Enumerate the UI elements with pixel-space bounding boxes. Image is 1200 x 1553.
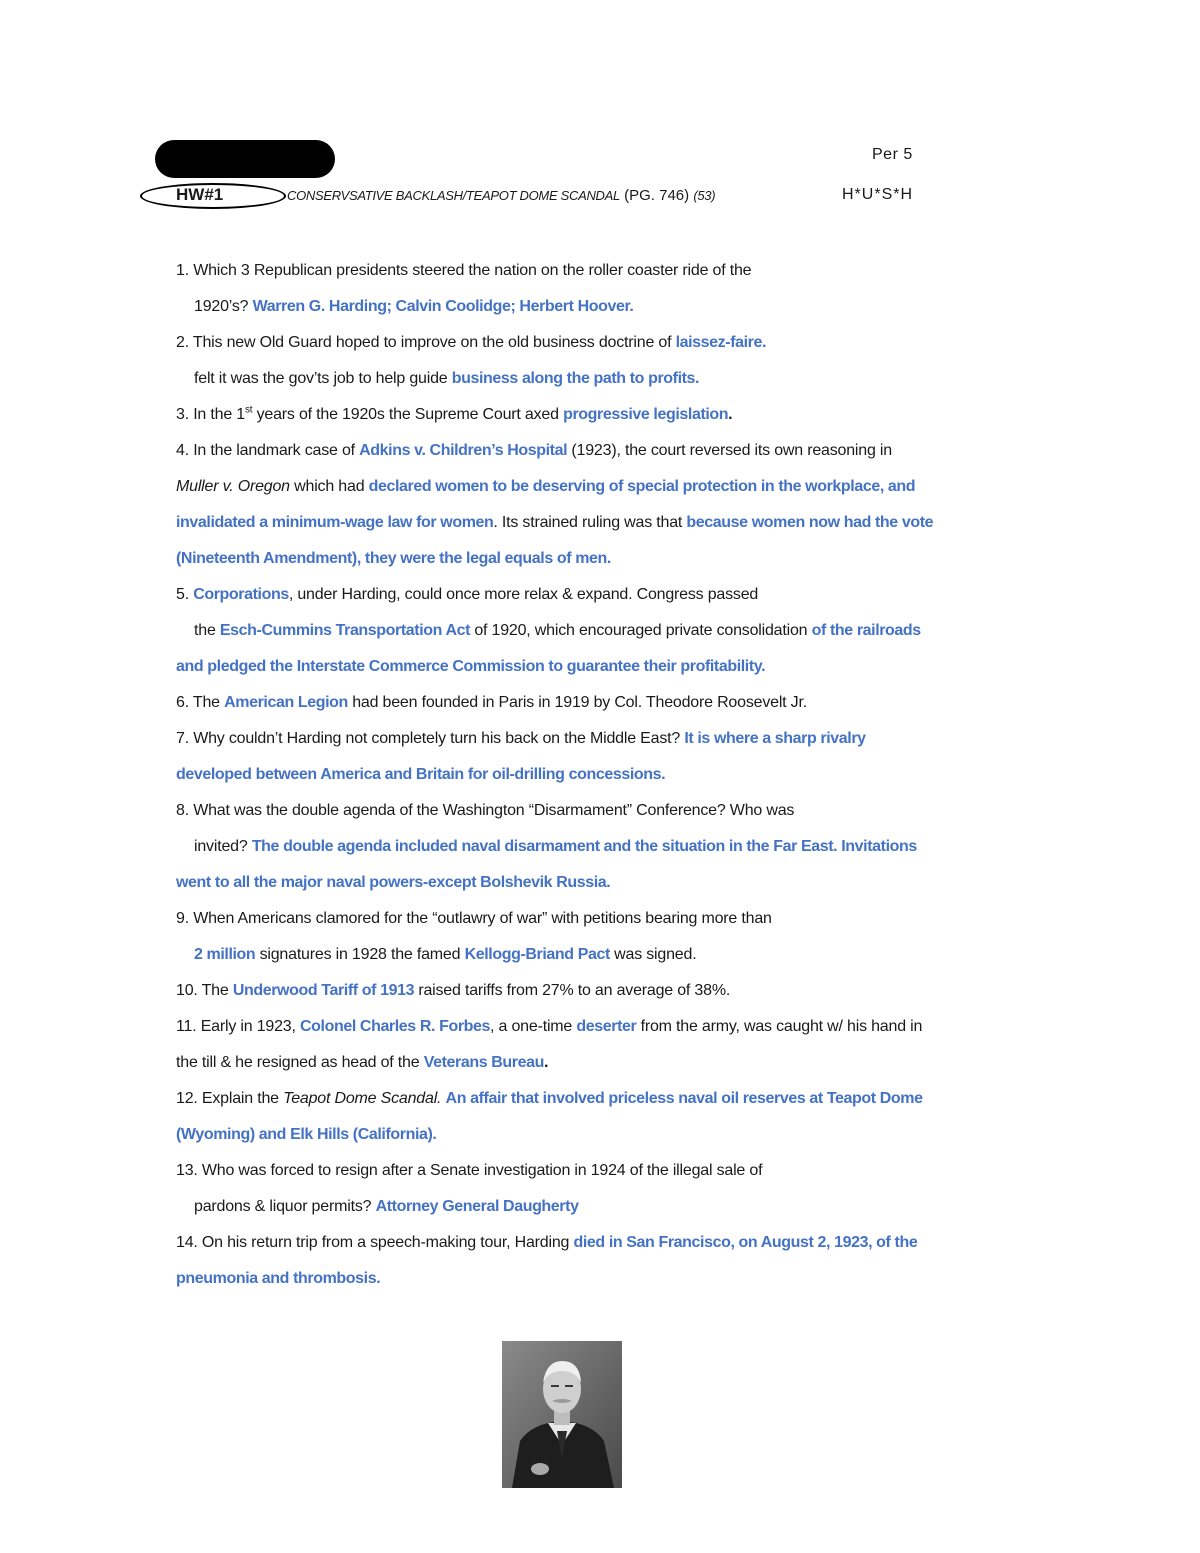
question-1-answer-line <box>194 298 633 316</box>
question-2 <box>176 334 766 352</box>
answer: 2 million <box>194 946 256 963</box>
course-label: H*U*S*H <box>842 186 914 203</box>
question-8 <box>176 802 794 820</box>
answer: developed between America and Britain for oil-drilling concessions. <box>176 766 666 783</box>
question-10 <box>176 982 730 1000</box>
answer: and pledged the Interstate Commerce Commission to guarantee their profitability. <box>176 658 766 675</box>
answer: Warren G. Harding; Calvin Coolidge; Herbert Hoover. <box>252 298 634 315</box>
answer: because women now had the vote <box>686 514 934 531</box>
answer: went to all the major naval powers-except Bolshevik Russia. <box>176 874 611 891</box>
answer: deserter <box>576 1018 637 1035</box>
question-4-line-2 <box>176 478 915 496</box>
redacted-name <box>155 140 335 178</box>
question-text: 14. On his return trip from a speech-making tour, Harding <box>176 1234 570 1251</box>
question-text: 4. In the landmark case of <box>176 442 355 459</box>
answer: Attorney General Daugherty <box>375 1198 579 1215</box>
question-text: the <box>194 622 216 639</box>
answer: Esch-Cummins Transportation Act <box>219 622 471 639</box>
question-text: years of the 1920s the Supreme Court axed <box>256 406 559 423</box>
question-12-line-2 <box>176 1126 436 1144</box>
question-text: which had <box>294 478 365 495</box>
question-14 <box>176 1234 917 1252</box>
answer: Colonel Charles R. Forbes <box>300 1018 491 1035</box>
answer: Underwood Tariff of 1913 <box>232 982 415 999</box>
question-text: 6. The <box>176 694 220 711</box>
question-text: 10. The <box>176 982 229 999</box>
question-text: 9. When Americans clamored for the “outlawry of war” with petitions bearing more than <box>176 910 772 927</box>
answer: An affair that involved priceless naval oil reserves at Teapot Dome <box>445 1090 923 1107</box>
question-text: 5. <box>176 586 189 603</box>
answer: declared women to be deserving of special protection in the workplace, and <box>368 478 916 495</box>
answer: of the railroads <box>811 622 921 639</box>
question-text: 1. Which 3 Republican presidents steered the nation on the roller coaster ride of the <box>176 262 752 279</box>
question-5 <box>176 586 758 604</box>
answer: invalidated a minimum-wage law for women <box>176 514 494 531</box>
question-text: raised tariffs from 27% to an average of 38%. <box>418 982 731 999</box>
question-7-line-2 <box>176 766 665 784</box>
question-text: the till & he resigned as head of the <box>176 1054 420 1071</box>
superscript: st <box>244 404 253 416</box>
question-text: 12. Explain the <box>176 1090 279 1107</box>
answer: The double agenda included naval disarmament and the situation in the Far East. Invitations <box>251 838 917 855</box>
question-8-line-3 <box>176 874 610 892</box>
answer: progressive legislation <box>563 406 729 423</box>
answer: pneumonia and thrombosis. <box>176 1270 381 1287</box>
question-1 <box>176 262 751 280</box>
answer: business along the path to profits. <box>451 370 700 387</box>
answer: It is where a sharp rivalry <box>684 730 866 747</box>
question-2-line-2 <box>194 370 699 388</box>
question-text: 11. Early in 1923, <box>176 1018 296 1035</box>
period: . <box>728 406 733 423</box>
question-11 <box>176 1018 922 1036</box>
question-5-line-2 <box>194 622 921 640</box>
harding-portrait <box>502 1341 622 1488</box>
answer: American Legion <box>224 694 348 711</box>
question-text: , under Harding, could once more relax & expand. Congress passed <box>288 586 759 603</box>
question-text: invited? <box>194 838 248 855</box>
question-text: was signed. <box>614 946 697 963</box>
question-text: 13. Who was forced to resign after a Senate investigation in 1924 of the illegal sale of <box>176 1162 763 1179</box>
question-text: felt it was the gov’ts job to help guide <box>194 370 448 387</box>
case-name: Muller v. Oregon <box>176 478 290 495</box>
question-text: signatures in 1928 the famed <box>259 946 461 963</box>
worksheet-title <box>287 187 715 204</box>
question-text: from the army, was caught w/ his hand in <box>640 1018 923 1035</box>
period-label: Per 5 <box>872 146 913 163</box>
question-text: 7. Why couldn’t Harding not completely turn his back on the Middle East? <box>176 730 681 747</box>
question-13-line-2 <box>194 1198 579 1216</box>
title-number: (53) <box>693 188 716 203</box>
answer: Adkins v. Children’s Hospital <box>359 442 568 459</box>
question-6 <box>176 694 807 712</box>
answer: Corporations <box>193 586 289 603</box>
answer: laissez-faire. <box>675 334 767 351</box>
question-text: 3. In the 1 <box>176 406 245 423</box>
question-text: of 1920, which encouraged private consolidation <box>474 622 808 639</box>
question-9-line-2 <box>194 946 696 964</box>
question-text: pardons & liquor permits? <box>194 1198 372 1215</box>
period: . <box>543 1054 549 1071</box>
question-text: had been founded in Paris in 1919 by Col. Theodore Roosevelt Jr. <box>352 694 807 711</box>
question-8-line-2 <box>194 838 917 856</box>
question-text: . Its strained ruling was that <box>493 514 683 531</box>
answer: (Wyoming) and Elk Hills (California). <box>176 1126 437 1143</box>
answer: died in San Francisco, on August 2, 1923, of the <box>573 1234 918 1251</box>
answer: Veterans Bureau <box>423 1054 544 1071</box>
question-7 <box>176 730 866 748</box>
question-text: (1923), the court reversed its own reasoning in <box>571 442 892 459</box>
hw-label: HW#1 <box>176 185 224 204</box>
question-11-line-2 <box>176 1054 548 1072</box>
title-main: CONSERVSATIVE BACKLASH/TEAPOT DOME SCANDAL <box>287 188 620 203</box>
question-text: , a one-time <box>490 1018 573 1035</box>
question-5-line-3 <box>176 658 765 676</box>
question-4-line-3 <box>176 514 933 532</box>
question-12 <box>176 1090 923 1108</box>
question-text: 1920’s? <box>194 298 249 315</box>
title-page: (PG. 746) <box>624 187 690 204</box>
scandal-term: Teapot Dome Scandal. <box>283 1090 442 1107</box>
question-9 <box>176 910 772 928</box>
question-14-line-2 <box>176 1270 380 1288</box>
answer: (Nineteenth Amendment), they were the legal equals of men. <box>176 550 611 567</box>
question-13 <box>176 1162 762 1180</box>
question-4-line-4 <box>176 550 611 568</box>
question-text: 2. This new Old Guard hoped to improve on the old business doctrine of <box>176 334 672 351</box>
question-text: 8. What was the double agenda of the Washington “Disarmament” Conference? Who was <box>176 802 795 819</box>
question-3 <box>176 406 732 424</box>
answer: Kellogg-Briand Pact <box>464 946 610 963</box>
question-4 <box>176 442 892 460</box>
